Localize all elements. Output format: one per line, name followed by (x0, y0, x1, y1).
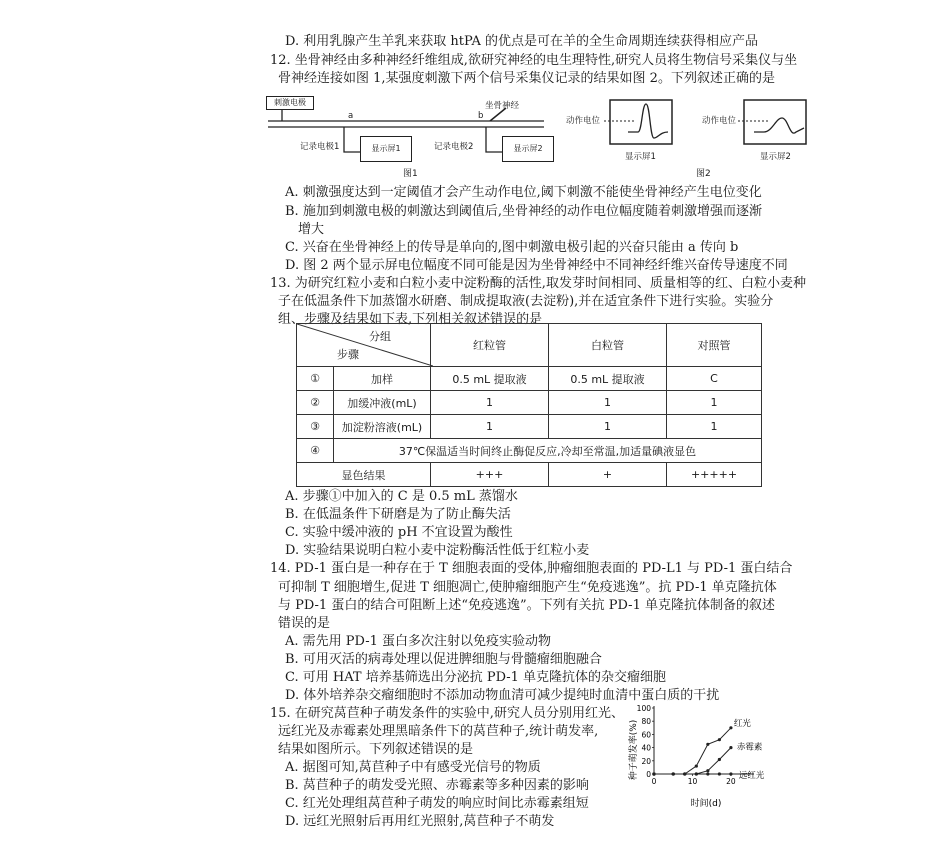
table-cell: ② (297, 391, 334, 415)
table-cell: 0.5 mL 提取液 (431, 367, 549, 391)
chart-x-tick-label: 10 (687, 777, 698, 786)
table-cell: +++ (431, 463, 549, 487)
chart-series-label: 赤霉素 (736, 742, 763, 753)
q14-stem-line3: 与 PD-1 蛋白的结合可阻断上述“免疫逃逸”。下列有关抗 PD-1 单克隆抗体制备的叙述 (278, 598, 775, 613)
record-electrode-2-label: 记录电极2 (434, 142, 474, 152)
table-cell: 37℃保温适当时间终止酶促反应,冷却至常温,加适量碘液显色 (334, 439, 762, 463)
chart-y-tick-label: 80 (641, 717, 651, 727)
table-row (297, 391, 762, 415)
table-header-group: 分组 (369, 330, 391, 343)
chart-data-point (672, 772, 675, 775)
table-cell: ④ (297, 439, 334, 463)
q15-stem-line3: 结果如图所示。下列叙述错误的是 (278, 742, 474, 757)
q13-option-a: A. 步骤①中加入的 C 是 0.5 mL 蒸馏水 (285, 489, 518, 504)
table-cell: +++++ (667, 463, 762, 487)
figure-1 (268, 94, 558, 178)
table-row (297, 463, 762, 487)
table-header-step: 步骤 (337, 348, 359, 361)
point-b-label: b (478, 111, 484, 121)
q12-option-d: D. 图 2 两个显示屏电位幅度不同可能是因为坐骨神经中不同神经纤维兴奋传导速度不同 (285, 258, 788, 273)
table-col-header: 红粒管 (431, 324, 549, 367)
q13-stem-line3: 组、步骤及结果如下表,下列相关叙述错误的是 (278, 312, 543, 327)
q15-option-a: A. 据图可知,莴苣种子中有感受光信号的物质 (285, 760, 541, 775)
table-cell: 1 (667, 415, 762, 439)
q13-option-d: D. 实验结果说明白粒小麦中淀粉酶活性低于红粒小麦 (285, 543, 590, 558)
chart-data-point (718, 738, 721, 741)
table-cell: 1 (431, 391, 549, 415)
table-col-header: 白粒管 (549, 324, 667, 367)
figure-2-screen-1-label: 显示屏1 (625, 152, 656, 162)
q14-stem-line2: 可抑制 T 细胞增生,促进 T 细胞凋亡,使肿瘤细胞产生“免疫逃逸”。抗 PD-1 单克隆抗体 (278, 580, 777, 595)
q15-stem-line2: 远红光及赤霉素处理黑暗条件下的莴苣种子,统计萌发率, (278, 724, 599, 739)
chart-data-point (706, 769, 709, 772)
chart-x-axis-label: 时间(d) (690, 799, 722, 809)
chart-data-point (729, 772, 732, 775)
table-header-row (297, 324, 762, 367)
sciatic-nerve-label: 坐骨神经 (485, 101, 520, 111)
q15-option-d: D. 远红光照射后再用红光照射,莴苣种子不萌发 (285, 814, 555, 829)
q14-stem-line4: 错误的是 (278, 616, 331, 631)
chart-x-tick-label: 20 (726, 777, 736, 786)
table-cell: 1 (549, 415, 667, 439)
chart-data-point (695, 764, 698, 767)
chart-series-line (654, 728, 731, 774)
chart-series-label: 红光 (733, 718, 751, 729)
q12-option-b: B. 施加到刺激电极的刺激达到阈值后,坐骨神经的动作电位幅度随着刺激增强而逐渐 (285, 204, 762, 219)
table-cell: 1 (667, 391, 762, 415)
chart-y-tick-label: 0 (646, 770, 651, 779)
chart-y-tick-label: 20 (641, 756, 651, 766)
q12-option-a: A. 刺激强度达到一定阈值才会产生动作电位,阈下刺激不能使坐骨神经产生电位变化 (285, 185, 762, 200)
table-corner-cell (297, 324, 431, 367)
record-electrode-1-label: 记录电极1 (300, 142, 340, 152)
q14-option-b: B. 可用灭活的病毒处理以促进脾细胞与骨髓瘤细胞融合 (285, 652, 602, 667)
chart-data-point (706, 772, 709, 775)
q14-option-c: C. 可用 HAT 培养基筛选出分泌抗 PD-1 单克隆抗体的杂交瘤细胞 (285, 670, 667, 685)
table-cell: 0.5 mL 提取液 (549, 367, 667, 391)
chart-data-point (718, 758, 721, 761)
table-cell: ① (297, 367, 334, 391)
table-cell: ③ (297, 415, 334, 439)
chart-data-point (683, 772, 686, 775)
table-corner-diagonal (297, 324, 433, 366)
chart-data-point (706, 743, 709, 746)
figure-2-ap-label-2: 动作电位 (702, 116, 737, 126)
germination-chart (624, 700, 784, 810)
q12-option-b-cont: 增大 (298, 222, 325, 237)
chart-y-tick-label: 100 (636, 704, 651, 713)
figure-1-caption: 图1 (403, 169, 418, 179)
q13-option-c: C. 实验中缓冲液的 pH 不宜设置为酸性 (285, 525, 513, 540)
point-a-label: a (348, 111, 354, 121)
table-cell: 加淀粉溶液(mL) (334, 415, 431, 439)
q15-stem-line1: 15. 在研究莴苣种子萌发条件的实验中,研究人员分别用红光、 (270, 706, 624, 721)
experiment-table (296, 323, 762, 487)
stimulus-electrode-box: 刺激电极 (266, 96, 314, 110)
table-cell: 1 (431, 415, 549, 439)
table-row (297, 415, 762, 439)
q14-option-d: D. 体外培养杂交瘤细胞时不添加动物血清可减少提纯时血清中蛋白质的干扰 (285, 688, 720, 703)
figure-2-caption: 图2 (696, 169, 711, 179)
chart-data-point (718, 772, 721, 775)
chart-data-point (729, 746, 732, 749)
q13-option-b: B. 在低温条件下研磨是为了防止酶失活 (285, 507, 511, 522)
screen-1-box: 显示屏1 (360, 136, 412, 162)
figure-2 (568, 94, 808, 178)
table-cell: 加样 (334, 367, 431, 391)
chart-y-axis-label: 种子萌发率(%) (629, 719, 639, 781)
table-col-header: 对照管 (667, 324, 762, 367)
q15-option-b: B. 莴苣种子的萌发受光照、赤霉素等多种因素的影响 (285, 778, 589, 793)
q13-stem-line1: 13. 为研究红粒小麦和白粒小麦中淀粉酶的活性,取发芽时间相同、质量相等的红、白粒小麦种 (270, 276, 806, 291)
table-cell: C (667, 367, 762, 391)
figure-2-ap-label-1: 动作电位 (566, 116, 601, 126)
chart-data-point (695, 772, 698, 775)
table-cell: 显色结果 (297, 463, 431, 487)
chart-data-point (652, 772, 655, 775)
chart-series-label: 远红光 (738, 771, 765, 781)
chart-x-tick-label: 0 (651, 777, 657, 786)
screen-2-box: 显示屏2 (502, 136, 554, 162)
chart-y-tick-label: 60 (641, 730, 651, 740)
table-cell: 加缓冲液(mL) (334, 391, 431, 415)
table-cell: + (549, 463, 667, 487)
table-row (297, 367, 762, 391)
q12-stem-line2: 骨神经连接如图 1,某强度刺激下两个信号采集仪记录的结果如图 2。下列叙述正确的是 (278, 71, 775, 86)
q12-option-c: C. 兴奋在坐骨神经上的传导是单向的,图中刺激电极引起的兴奋只能由 a 传向 b (285, 240, 739, 255)
q12-stem-line1: 12. 坐骨神经由多种神经纤维组成,欲研究神经的电生理特性,研究人员将生物信号采集仪与坐 (270, 53, 798, 68)
chart-y-tick-label: 40 (641, 743, 651, 753)
q14-stem-line1: 14. PD-1 蛋白是一种存在于 T 细胞表面的受体,肿瘤细胞表面的 PD-L1 与 PD-1 蛋白结合 (270, 561, 793, 576)
q15-option-c: C. 红光处理组莴苣种子萌发的响应时间比赤霉素组短 (285, 796, 589, 811)
table-row (297, 439, 762, 463)
q13-stem-line2: 子在低温条件下加蒸馏水研磨、制成提取液(去淀粉),并在适宜条件下进行实验。实验分 (278, 294, 774, 309)
q11-option-d: D. 利用乳腺产生羊乳来获取 htPA 的优点是可在羊的全生命周期连续获得相应产品 (285, 34, 759, 49)
chart-data-point (729, 726, 732, 729)
q14-option-a: A. 需先用 PD-1 蛋白多次注射以免疫实验动物 (285, 634, 551, 649)
table-cell: 1 (549, 391, 667, 415)
figure-2-screen-2-label: 显示屏2 (760, 152, 791, 162)
